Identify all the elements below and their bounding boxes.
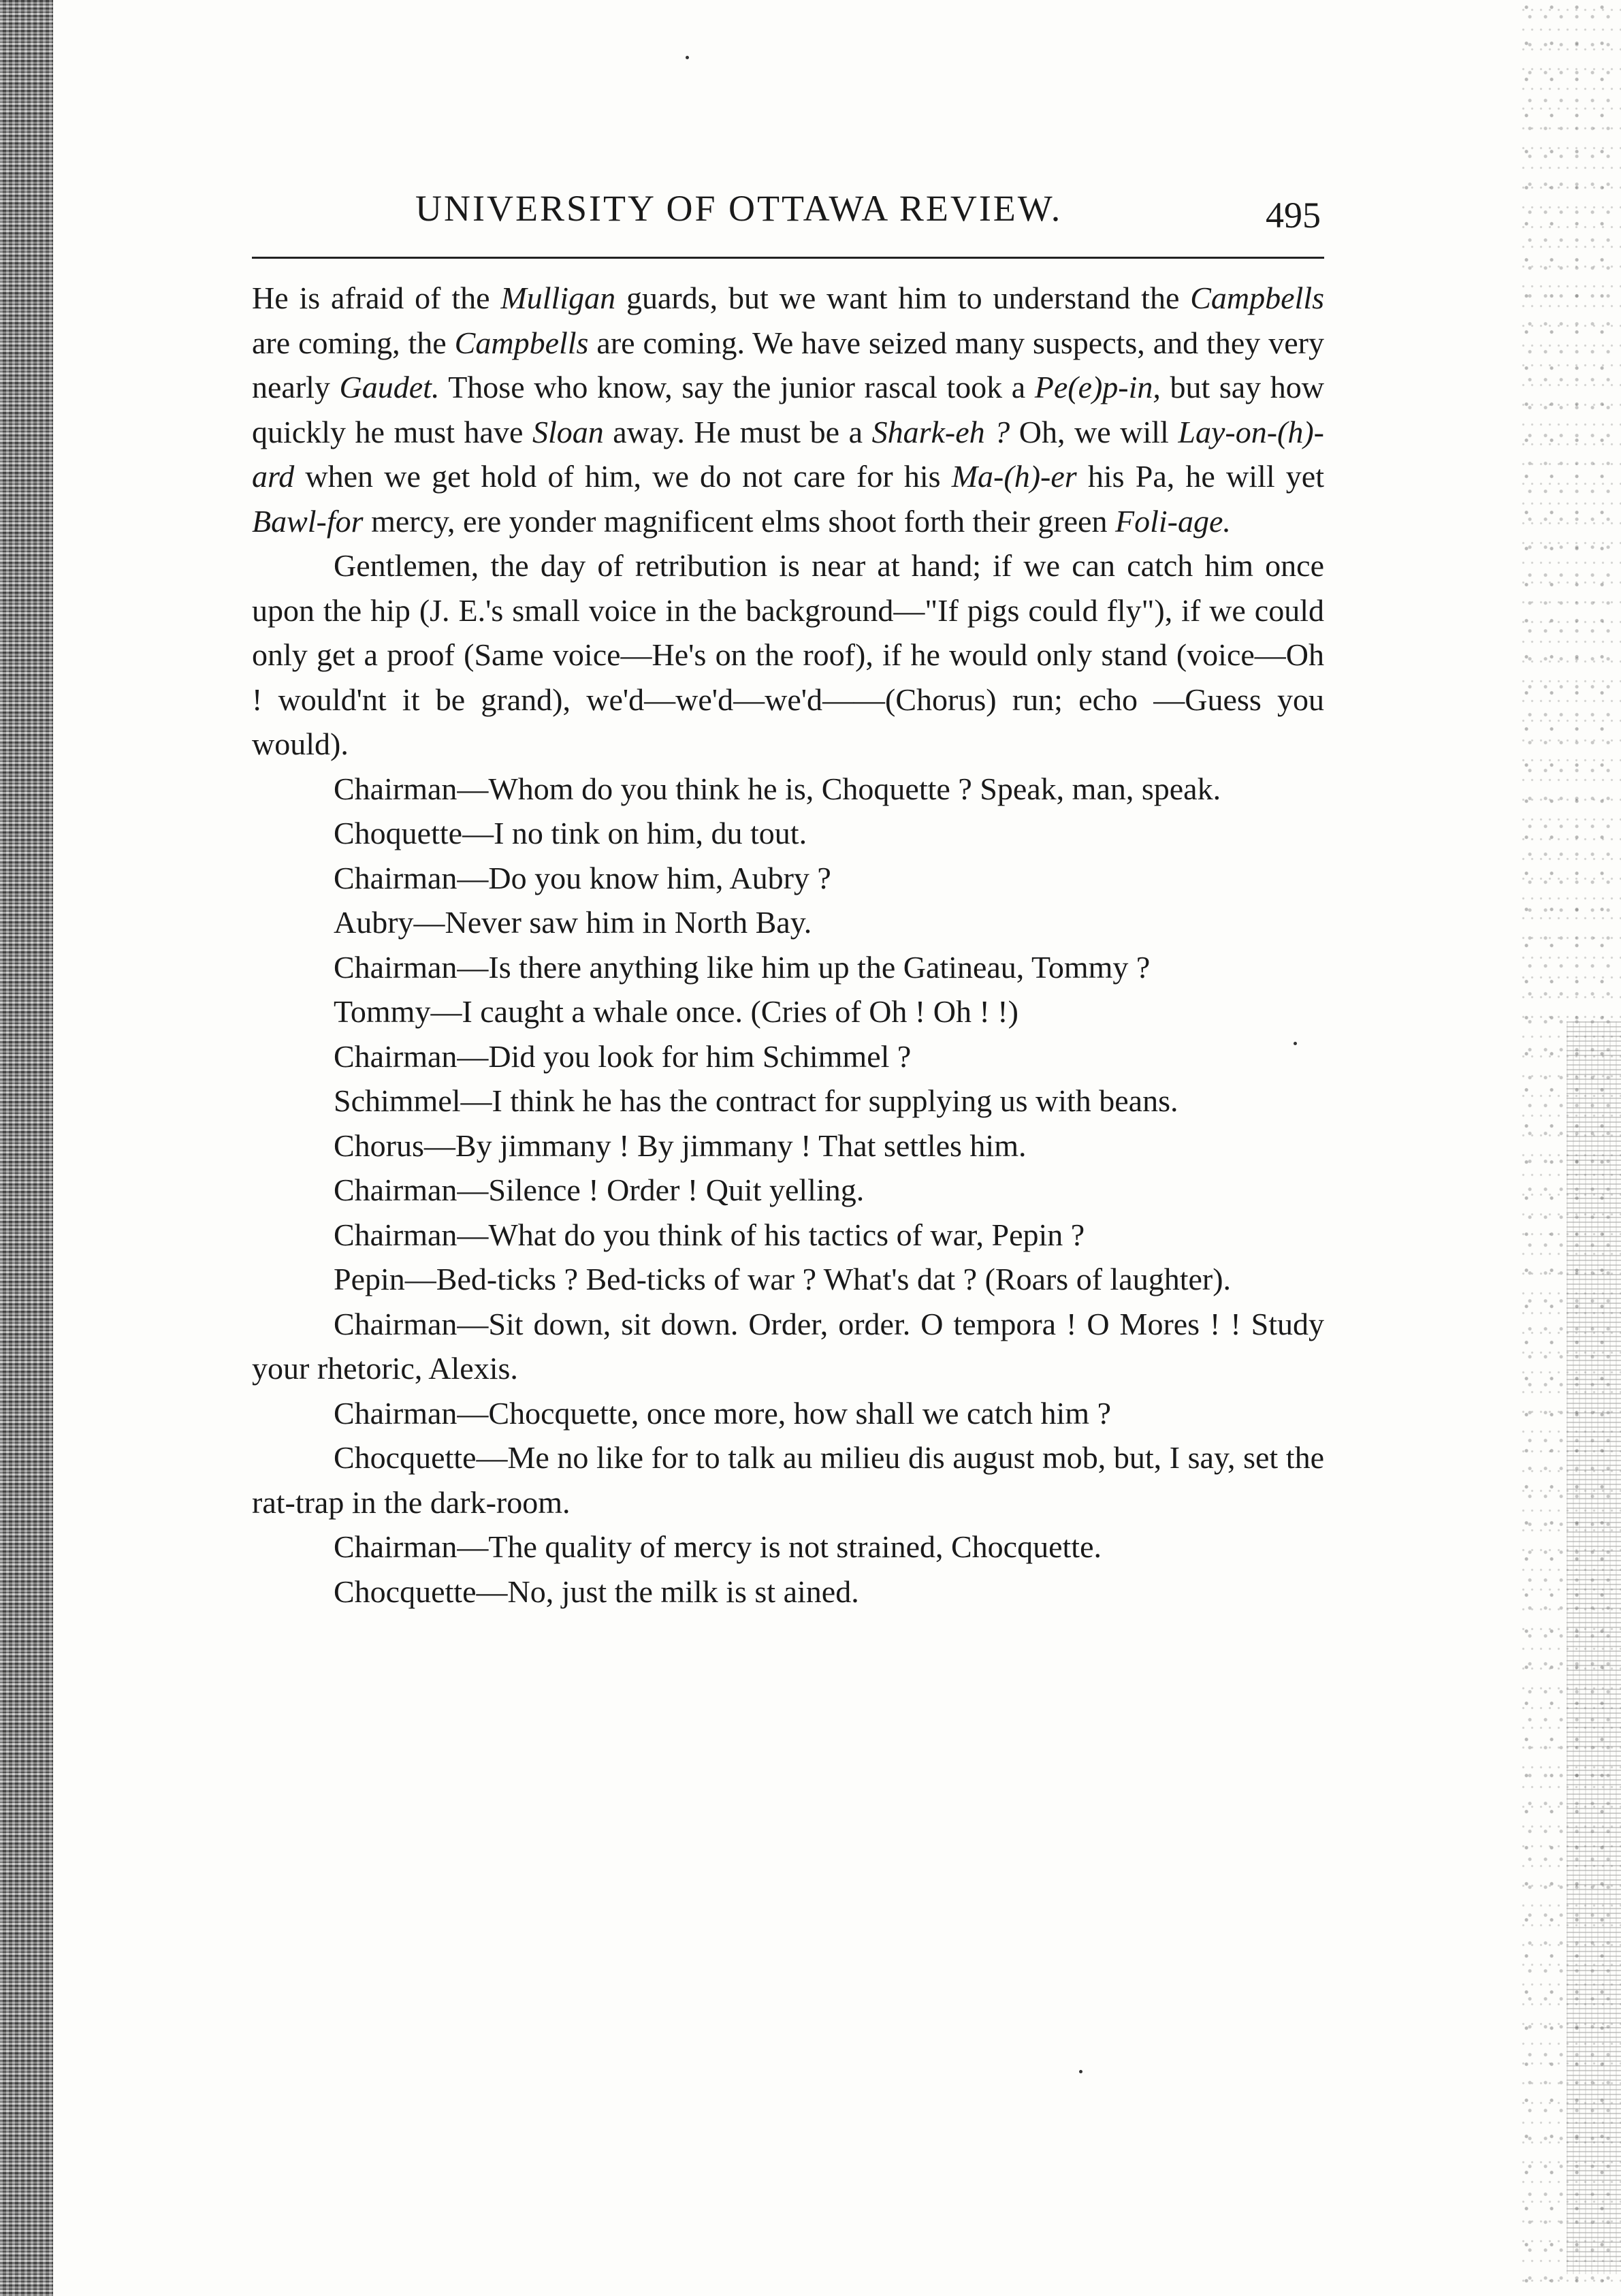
italic-text: Mulligan: [500, 281, 616, 315]
italic-text: Lay-on-(h)-ard: [252, 414, 1324, 494]
paragraph: [252, 1302, 1324, 1391]
book-binding-edge: [0, 0, 53, 2296]
text-run: away. He must be a: [603, 414, 872, 449]
italic-text: Gaudet.: [339, 370, 440, 404]
text-run: Those who know, say the junior rascal took a: [439, 370, 1035, 404]
italic-text: Pe(e)p-in,: [1034, 370, 1161, 404]
text-run: Chocquette—Me no like for to talk au milieu dis august mob, but, I say, set the rat-trap in the dark-room.: [252, 1440, 1324, 1520]
header-rule: [252, 257, 1324, 259]
italic-text: Sloan: [532, 414, 604, 449]
paragraph: [252, 1213, 1324, 1258]
italic-text: Foli-age.: [1115, 503, 1231, 539]
paragraph: [252, 989, 1324, 1034]
text-run: are coming. We have seized many suspects, and they very nearly: [252, 325, 1324, 404]
text-run: Chorus—By jimmany ! By jimmany ! That settles him.: [334, 1128, 1027, 1163]
text-run: Choquette—I no tink on him, du tout.: [334, 816, 807, 850]
paragraph: [252, 945, 1324, 990]
text-run: Oh, we will: [1010, 414, 1178, 449]
paragraph: [252, 1034, 1324, 1079]
paragraph: [252, 856, 1324, 901]
paragraph: [252, 543, 1324, 767]
text-run: Tommy—I caught a whale once. (Cries of Oh ! Oh ! !): [334, 994, 1018, 1029]
text-run: He is afraid of the: [252, 281, 501, 315]
paragraph: [252, 1168, 1324, 1213]
text-run: Pepin—Bed-ticks ? Bed-ticks of war ? What's dat ? (Roars of laughter).: [334, 1262, 1232, 1296]
page-number: 495: [1266, 195, 1321, 236]
italic-text: Campbells: [1190, 281, 1325, 315]
text-run: Schimmel—I think he has the contract for supplying us with beans.: [334, 1083, 1178, 1118]
italic-text: Bawl-for: [252, 503, 364, 539]
paragraph: [252, 1569, 1324, 1614]
body-text: [252, 276, 1324, 1614]
text-run: Chocquette—No, just the milk is st ained.: [334, 1574, 859, 1609]
text-run: Chairman—The quality of mercy is not strained, Chocquette.: [334, 1529, 1102, 1564]
text-run: Aubry—Never saw him in North Bay.: [334, 905, 812, 940]
text-run: his Pa, he will yet: [1076, 459, 1325, 494]
text-run: Chairman—Did you look for him Schimmel ?: [334, 1038, 912, 1074]
paragraph: [252, 1079, 1324, 1123]
text-run: Chairman—Whom do you think he is, Choquette ? Speak, man, speak.: [334, 771, 1221, 806]
print-speck: [1079, 2070, 1082, 2073]
print-speck: [1294, 1042, 1297, 1045]
page: [252, 174, 1328, 1609]
paragraph: [252, 1123, 1324, 1168]
paragraph: [252, 1435, 1324, 1525]
italic-text: Shark-eh ?: [871, 414, 1010, 449]
text-run: guards, but we want him to understand the: [615, 281, 1191, 315]
page-edge-speckle: [1519, 0, 1621, 2296]
text-run: Chairman—Do you know him, Aubry ?: [334, 860, 831, 895]
text-run: Chairman—Sit down, sit down. Order, order. O tempora ! O Mores ! ! Study your rhetoric, Alexis.: [252, 1306, 1324, 1386]
text-run: Gentlemen, the day of retribution is near at hand; if we can catch him once upon the hip (J. E.'s small voice in the background—"If pigs could fly"), if we could only get a proof (Same voice—He's on the roof), if he would only stand (voice—Oh ! would'nt it be grand), we'd—we'd—we'd——(Chorus) run; echo —Guess you would).: [252, 548, 1324, 761]
paragraph: [252, 276, 1324, 543]
paragraph: [252, 1391, 1324, 1436]
paragraph: [252, 1525, 1324, 1569]
paragraph: [252, 1257, 1324, 1302]
text-run: when we get hold of him, we do not care for his: [294, 459, 952, 494]
paragraph: [252, 900, 1324, 945]
italic-text: Ma-(h)-er: [951, 459, 1077, 494]
paragraph: [252, 811, 1324, 856]
text-run: Chairman—Is there anything like him up the Gatineau, Tommy ?: [334, 949, 1151, 985]
text-run: mercy, ere yonder magnificent elms shoot forth their green: [363, 503, 1116, 539]
text-run: Chairman—Chocquette, once more, how shall we catch him ?: [334, 1395, 1111, 1431]
page-header: [252, 174, 1328, 249]
paragraph: [252, 767, 1324, 812]
text-run: Chairman—What do you think of his tactics of war, Pepin ?: [334, 1217, 1085, 1252]
text-run: are coming, the: [252, 325, 455, 360]
italic-text: Campbells: [454, 325, 589, 360]
text-run: Chairman—Silence ! Order ! Quit yelling.: [334, 1173, 865, 1207]
print-speck: [686, 56, 689, 59]
text-run: but say how quickly he must have: [252, 370, 1324, 449]
running-title: UNIVERSITY OF OTTAWA REVIEW.: [415, 188, 1063, 229]
